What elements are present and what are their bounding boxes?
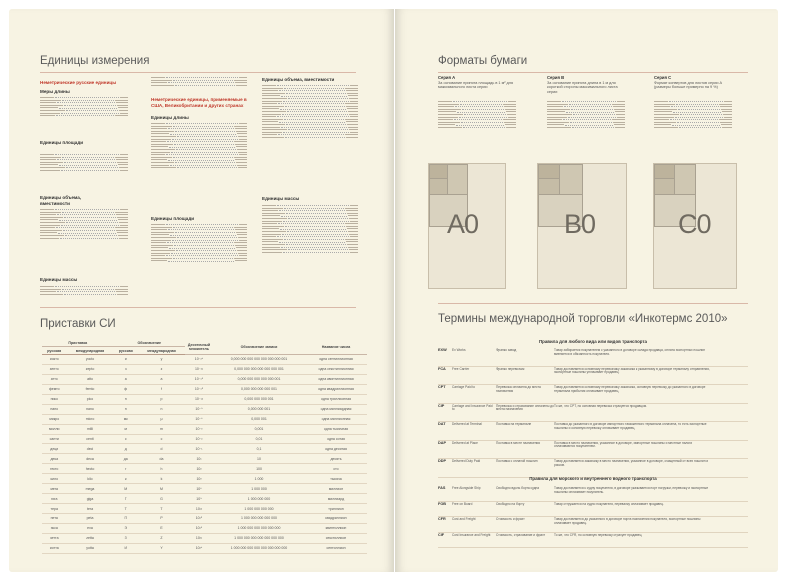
si-cell: n [138, 404, 185, 414]
si-cell: nano [67, 404, 114, 414]
incoterm-ru: Поставка в месте назначения [496, 440, 541, 445]
list-item [262, 137, 358, 140]
si-prefix-table [42, 339, 367, 554]
si-cell: 1 000 [213, 474, 305, 484]
si-cell: y [138, 355, 185, 365]
si-cell: f [138, 384, 185, 394]
si-row [42, 414, 367, 424]
incoterm-en: Ex Works [452, 348, 466, 352]
incoterm-en: Cost and Freight [452, 517, 476, 521]
incoterms-title: Термины международной торговли «Инкотермс 2010» [438, 313, 728, 325]
si-cell: Y [138, 543, 185, 553]
si-cell: гига [42, 494, 67, 504]
si-row [42, 434, 367, 444]
si-cell: kilo [67, 474, 114, 484]
c4-sheet [654, 164, 675, 179]
series-c-diagram [653, 163, 737, 289]
si-cell: 0,000 000 000 000 000 001 [213, 374, 305, 384]
si-cell: 0,001 [213, 424, 305, 434]
si-cell: ф [113, 384, 138, 394]
si-row [42, 504, 367, 514]
si-cell: 1 000 000 000 [213, 494, 305, 504]
si-cell: 0,000 001 [213, 414, 305, 424]
si-col-name: Название числа [305, 339, 367, 355]
si-cell: 10²¹ [185, 533, 213, 543]
series-c-desc: Формат конвертов для листов серии A (размеры больше примерно на 9 %) [654, 80, 722, 90]
incoterm-ru: Перевозка оплачена до места назначения [496, 385, 541, 393]
col1-length-rows [40, 97, 128, 118]
si-cell: milli [67, 424, 114, 434]
si-cell: 10⁻³ [185, 424, 213, 434]
si-cell: 10³ [185, 474, 213, 484]
series-a-diagram [428, 163, 506, 289]
incoterm-row [438, 349, 748, 367]
si-cell: п [113, 394, 138, 404]
si-cell: z [138, 364, 185, 374]
incoterm-en: Delivered at Terminal [452, 422, 482, 426]
series-c-rows [654, 101, 732, 130]
si-cell: 0,000 000 001 [213, 404, 305, 414]
series-b-head [547, 76, 627, 94]
si-cell: 10¹ [185, 454, 213, 464]
si-cell: da [138, 454, 185, 464]
list-item [151, 260, 247, 263]
incoterm-en: Free Carrier [452, 366, 470, 371]
formats-title-rule [438, 72, 748, 73]
si-cell: гекто [42, 464, 67, 474]
incoterm-desc: Поставка в место назначения, указанное в договоре, импортные пошлины и местные налоги оплачиваются покупателем. [554, 440, 693, 449]
si-row [42, 523, 367, 533]
col3-sub-volume: Единицы объема, вместимости [262, 77, 335, 82]
list-item [547, 127, 625, 130]
list-item [40, 238, 128, 241]
si-cell: G [138, 494, 185, 504]
col1-mass-rows [40, 286, 128, 296]
si-cell: одна тысячная [305, 424, 367, 434]
list-item [262, 252, 358, 255]
si-cell: femto [67, 384, 114, 394]
col1-sub-length: Меры длины [40, 89, 70, 94]
si-cell: k [138, 474, 185, 484]
incoterm-desc: Товар доставляется к судну покупателя, в договоре указывается порт погрузки, перевозку и экспортные пошлины оплачивает покупатель. [554, 486, 709, 494]
si-cell: 10⁻¹⁸ [185, 374, 213, 384]
incoterm-ru: Франко завод [496, 348, 517, 352]
si-col-designation: Обозначение [113, 339, 185, 347]
incoterm-ru: Поставка с оплатой пошлин [496, 459, 538, 463]
si-col-desig-ru: русская [113, 347, 138, 355]
mid-rule-right [438, 303, 748, 304]
incoterms-head-sea: Правила для морского и внутреннего водного транспорта [529, 476, 657, 481]
si-cell: deci [67, 444, 114, 454]
incoterm-desc: Товар доставляется основному перевозчику заказчика к указанному в договоре терминалу отправления, экспортные пошлины уплачивает продавец. [554, 366, 710, 375]
series-b-rows [547, 101, 625, 130]
incoterm-ru: Свободно вдоль борта судна [496, 486, 540, 490]
si-cell: 10⁻⁶ [185, 414, 213, 424]
series-c-head [654, 76, 734, 90]
si-cell: tera [67, 504, 114, 514]
si-row [42, 474, 367, 484]
si-cell: З [113, 533, 138, 543]
list-item [40, 170, 128, 173]
si-cell: мк [113, 414, 138, 424]
si-cell: тысяча [305, 474, 367, 484]
si-row [42, 543, 367, 553]
list-item [40, 115, 128, 118]
incoterm-desc: Товар доставляется заказчику в место назначения, указанное в договоре, очищенный от всех пошлин и рисков. [554, 459, 709, 467]
col2-sub-area: Единицы площади [151, 216, 195, 221]
si-cell: peta [67, 514, 114, 524]
left-page [9, 9, 394, 572]
col1-sub-volume: Единицы объема, вместимости [40, 195, 82, 206]
incoterm-row [438, 423, 748, 441]
si-cell: 0,000 000 000 001 [213, 394, 305, 404]
si-cell: 1 000 000 000 000 000 [213, 514, 305, 524]
si-table-body [42, 355, 367, 554]
si-cell: centi [67, 434, 114, 444]
col3-mass-rows [262, 205, 358, 254]
si-cell: И [113, 543, 138, 553]
incoterm-code: CPT [438, 385, 446, 389]
si-row [42, 355, 367, 365]
si-cell: нано [42, 404, 67, 414]
si-cell: м [113, 424, 138, 434]
si-cell: десять [305, 454, 367, 464]
incoterm-ru: Перевозка и страхование оплачены до места назначения [496, 403, 554, 412]
si-cell: Т [113, 504, 138, 514]
si-cell: одна секстиллионная [305, 364, 367, 374]
incoterm-ru: Поставка на терминале [496, 422, 532, 426]
si-cell: Z [138, 533, 185, 543]
series-b-desc: За основание принята длина в 1 м для короткой стороны максимального листа серии [547, 80, 618, 94]
si-row [42, 364, 367, 374]
si-cell: 1 000 000 000 000 000 000 [213, 523, 305, 533]
series-c-title: Серия C [654, 75, 672, 80]
b4-sheet [538, 164, 560, 179]
incoterm-ru: Франко перевозчик [496, 366, 525, 371]
si-cell: hecto [67, 464, 114, 474]
col2-top-rows [151, 77, 247, 87]
si-col-written: Обозначение записи [213, 339, 305, 355]
si-cell: 10⁻¹ [185, 444, 213, 454]
si-cell: одна сотая [305, 434, 367, 444]
incoterm-en: Free on Board [452, 501, 473, 506]
si-cell: 0,000 000 000 000 000 000 001 [213, 364, 305, 374]
series-b-title: Серия B [547, 75, 565, 80]
si-row [42, 374, 367, 384]
si-cell: н [113, 404, 138, 414]
si-col-prefix-intl: международная [67, 347, 114, 355]
si-cell: E [138, 523, 185, 533]
si-row [42, 394, 367, 404]
incoterm-row [438, 487, 748, 502]
series-a-title: Серия A [438, 75, 456, 80]
si-cell: одна миллиардная [305, 404, 367, 414]
incoterm-en: Delivered Duty Paid [452, 459, 481, 463]
si-cell: m [138, 424, 185, 434]
si-cell: пико [42, 394, 67, 404]
si-cell: 10 [213, 454, 305, 464]
si-cell: exa [67, 523, 114, 533]
si-cell: 0,1 [213, 444, 305, 454]
si-cell: 10⁻² [185, 434, 213, 444]
si-row [42, 404, 367, 414]
si-col-prefix-ru: русская [42, 347, 67, 355]
incoterm-ru: Стоимость, страхование и фрахт [496, 532, 546, 537]
list-item [654, 127, 732, 130]
si-cell: mega [67, 484, 114, 494]
si-row [42, 464, 367, 474]
incoterm-en: Carriage and Insurance Paid to [452, 403, 493, 412]
si-row [42, 484, 367, 494]
si-row [42, 533, 367, 543]
si-cell: 1 000 000 000 000 000 000 000 000 [213, 543, 305, 553]
incoterm-code: CIF [438, 532, 445, 537]
si-cell: 10⁻²¹ [185, 364, 213, 374]
incoterm-desc: Товар забирается покупателем с указанного в договоре склада продавца, оплата экспортных пошлин вменяется в обязанность покупателя. [554, 348, 705, 356]
si-cell: с [113, 434, 138, 444]
si-cell: h [138, 464, 185, 474]
si-cell: 10¹⁸ [185, 523, 213, 533]
si-cell: квадриллион [305, 514, 367, 524]
incoterm-en: Cost Insurance and Freight [452, 532, 491, 537]
si-cell: 1 000 000 000 000 [213, 504, 305, 514]
incoterm-row [438, 460, 748, 478]
si-cell: 10² [185, 464, 213, 474]
si-col-prefix: Приставка [42, 339, 113, 347]
si-cell: yotta [67, 543, 114, 553]
units-title-rule [40, 72, 356, 73]
si-cell: μ [138, 414, 185, 424]
col3-volume-rows [262, 85, 358, 139]
si-cell: микро [42, 414, 67, 424]
list-item [438, 127, 516, 130]
si-cell: Э [113, 523, 138, 533]
si-row [42, 444, 367, 454]
c0-label: C0 [678, 209, 711, 239]
incoterm-code: FCA [438, 366, 446, 371]
a0-label: A0 [447, 209, 479, 239]
series-a-head [438, 76, 518, 90]
si-cell: 10⁻¹⁵ [185, 384, 213, 394]
si-cell: одна квинтиллионная [305, 374, 367, 384]
si-cell: а [113, 374, 138, 384]
si-cell: 10²⁴ [185, 543, 213, 553]
si-cell: micro [67, 414, 114, 424]
si-cell: сто [305, 464, 367, 474]
si-cell: иокто [42, 355, 67, 365]
si-cell: yocto [67, 355, 114, 365]
si-cell: д [113, 444, 138, 454]
si-cell: санти [42, 434, 67, 444]
incoterm-row [438, 518, 748, 533]
si-cell: септиллион [305, 543, 367, 553]
si-cell: giga [67, 494, 114, 504]
si-cell: экса [42, 523, 67, 533]
incoterm-row [438, 534, 748, 549]
si-cell: квинтиллион [305, 523, 367, 533]
incoterms-head-any: Правила для любого вида или видов транспорта [539, 339, 647, 344]
si-cell: мега [42, 484, 67, 494]
si-cell: 1 000 000 [213, 484, 305, 494]
si-cell: 10⁻²⁴ [185, 355, 213, 365]
si-cell: М [113, 484, 138, 494]
si-cell: atto [67, 374, 114, 384]
si-cell: одна триллионная [305, 394, 367, 404]
incoterm-code: FAS [438, 486, 446, 490]
si-col-multiplier: Десятичный множитель [185, 339, 213, 355]
si-cell: одна квадриллионная [305, 384, 367, 394]
si-cell: зепто [42, 364, 67, 374]
incoterm-en: Carriage Paid to [452, 385, 476, 389]
si-cell: миллион [305, 484, 367, 494]
formats-title: Форматы бумаги [438, 55, 528, 67]
incoterm-desc: То же, что CFR, но основную перевозку страхует продавец. [554, 532, 643, 537]
incoterm-desc: Поставка до указанного в договоре импортного таможенного терминала оплачена, то есть экспортные пошлины и основную перевозку оплачивает продавец. [554, 422, 707, 430]
si-cell: г [113, 464, 138, 474]
si-row [42, 514, 367, 524]
si-cell: d [138, 444, 185, 454]
incoterm-row [438, 503, 748, 518]
series-a-rows [438, 101, 516, 130]
series-a-desc: За основание принята площадь в 1 м² для максимального листа серии [438, 80, 514, 90]
si-cell: 0,000 000 000 000 001 [213, 384, 305, 394]
list-item [40, 294, 128, 297]
incoterm-row [438, 386, 748, 404]
si-cell: 10⁹ [185, 494, 213, 504]
si-cell: zetta [67, 533, 114, 543]
list-item [151, 85, 247, 88]
si-cell: кило [42, 474, 67, 484]
col1-heading: Неметрические русские единицы [40, 80, 117, 85]
si-cell: 10¹⁵ [185, 514, 213, 524]
si-cell: тера [42, 504, 67, 514]
incoterm-desc: То же, что CPT, но основная перевозка страхуется продавцом. [554, 403, 647, 408]
incoterm-row [438, 405, 748, 423]
si-row [42, 424, 367, 434]
incoterm-en: Delivered at Place [452, 440, 478, 445]
si-cell: 10¹² [185, 504, 213, 514]
si-cell: и [113, 355, 138, 365]
col1-sub-area: Единицы площади [40, 140, 84, 145]
col2-area-rows [151, 224, 247, 263]
col1-sub-mass: Единицы массы [40, 277, 78, 282]
si-cell: одна септиллионная [305, 355, 367, 365]
si-cell: pico [67, 394, 114, 404]
si-row [42, 494, 367, 504]
col2-length-rows [151, 123, 247, 170]
si-cell: миллиард [305, 494, 367, 504]
si-cell: deca [67, 454, 114, 464]
si-cell: милли [42, 424, 67, 434]
series-b-diagram [537, 163, 627, 289]
si-cell: 0,01 [213, 434, 305, 444]
incoterm-row [438, 442, 748, 460]
si-cell: секстиллион [305, 533, 367, 543]
si-cell: zepto [67, 364, 114, 374]
si-cell: P [138, 514, 185, 524]
si-cell: 10⁻¹² [185, 394, 213, 404]
si-cell: дека [42, 454, 67, 464]
si-cell: 0,000 000 000 000 000 000 000 001 [213, 355, 305, 365]
si-cell: Г [113, 494, 138, 504]
right-page [395, 9, 778, 572]
si-col-desig-intl: международная [138, 347, 185, 355]
si-cell: T [138, 504, 185, 514]
si-cell: триллион [305, 504, 367, 514]
si-cell: з [113, 364, 138, 374]
incoterm-desc: Товар доставляется до указанного в договоре порта назначения покупателя, экспортные пошлины оплачивает продавец. [554, 517, 701, 525]
si-cell: П [113, 514, 138, 524]
si-cell: деци [42, 444, 67, 454]
si-cell: 10⁻⁹ [185, 404, 213, 414]
incoterm-code: EXW [438, 348, 447, 352]
col2-heading: Неметрические единицы, применяемые в США, Великобритании и других странах [151, 97, 247, 108]
col3-sub-mass: Единицы массы [262, 196, 300, 201]
si-cell: M [138, 484, 185, 494]
si-cell: зетта [42, 533, 67, 543]
list-item [151, 167, 247, 170]
si-cell: 1 000 000 000 000 000 000 000 [213, 533, 305, 543]
si-cell: a [138, 374, 185, 384]
col1-volume-rows [40, 209, 128, 240]
col1-area-rows [40, 154, 128, 172]
mid-rule [40, 307, 356, 308]
si-row [42, 384, 367, 394]
col2-sub-length: Единицы длины [151, 115, 189, 120]
incoterm-code: DAP [438, 440, 447, 445]
incoterm-desc: Товар отгружается на судно покупателя, перевалку оплачивает продавец. [554, 501, 664, 506]
si-cell: иотта [42, 543, 67, 553]
incoterm-ru: Стоимость и фрахт [496, 517, 525, 521]
units-title: Единицы измерения [40, 55, 150, 67]
si-row [42, 454, 367, 464]
si-cell: p [138, 394, 185, 404]
incoterm-code: CFR [438, 517, 446, 521]
incoterm-code: FOB [438, 501, 447, 506]
si-cell: c [138, 434, 185, 444]
si-cell: 100 [213, 464, 305, 474]
incoterm-code: DAT [438, 422, 446, 426]
incoterm-ru: Свободно на борту [496, 501, 525, 506]
si-cell: одна миллионная [305, 414, 367, 424]
incoterm-code: DDP [438, 459, 447, 463]
si-cell: пета [42, 514, 67, 524]
si-cell: да [113, 454, 138, 464]
si-cell: одна десятая [305, 444, 367, 454]
si-cell: фемто [42, 384, 67, 394]
incoterm-row [438, 368, 748, 386]
si-cell: атто [42, 374, 67, 384]
si-title: Приставки СИ [40, 318, 116, 330]
incoterm-en: Free Alongside Ship [452, 486, 481, 490]
a4-sheet [429, 164, 448, 179]
incoterm-desc: Товар доставляется основному перевозчику заказчика, основную перевозку до указанного в договоре терминала прибытия оплачивает продавец. [554, 385, 706, 393]
si-cell: 10⁶ [185, 484, 213, 494]
b0-label: B0 [564, 209, 596, 239]
incoterm-code: CIP [438, 403, 445, 408]
si-cell: к [113, 474, 138, 484]
